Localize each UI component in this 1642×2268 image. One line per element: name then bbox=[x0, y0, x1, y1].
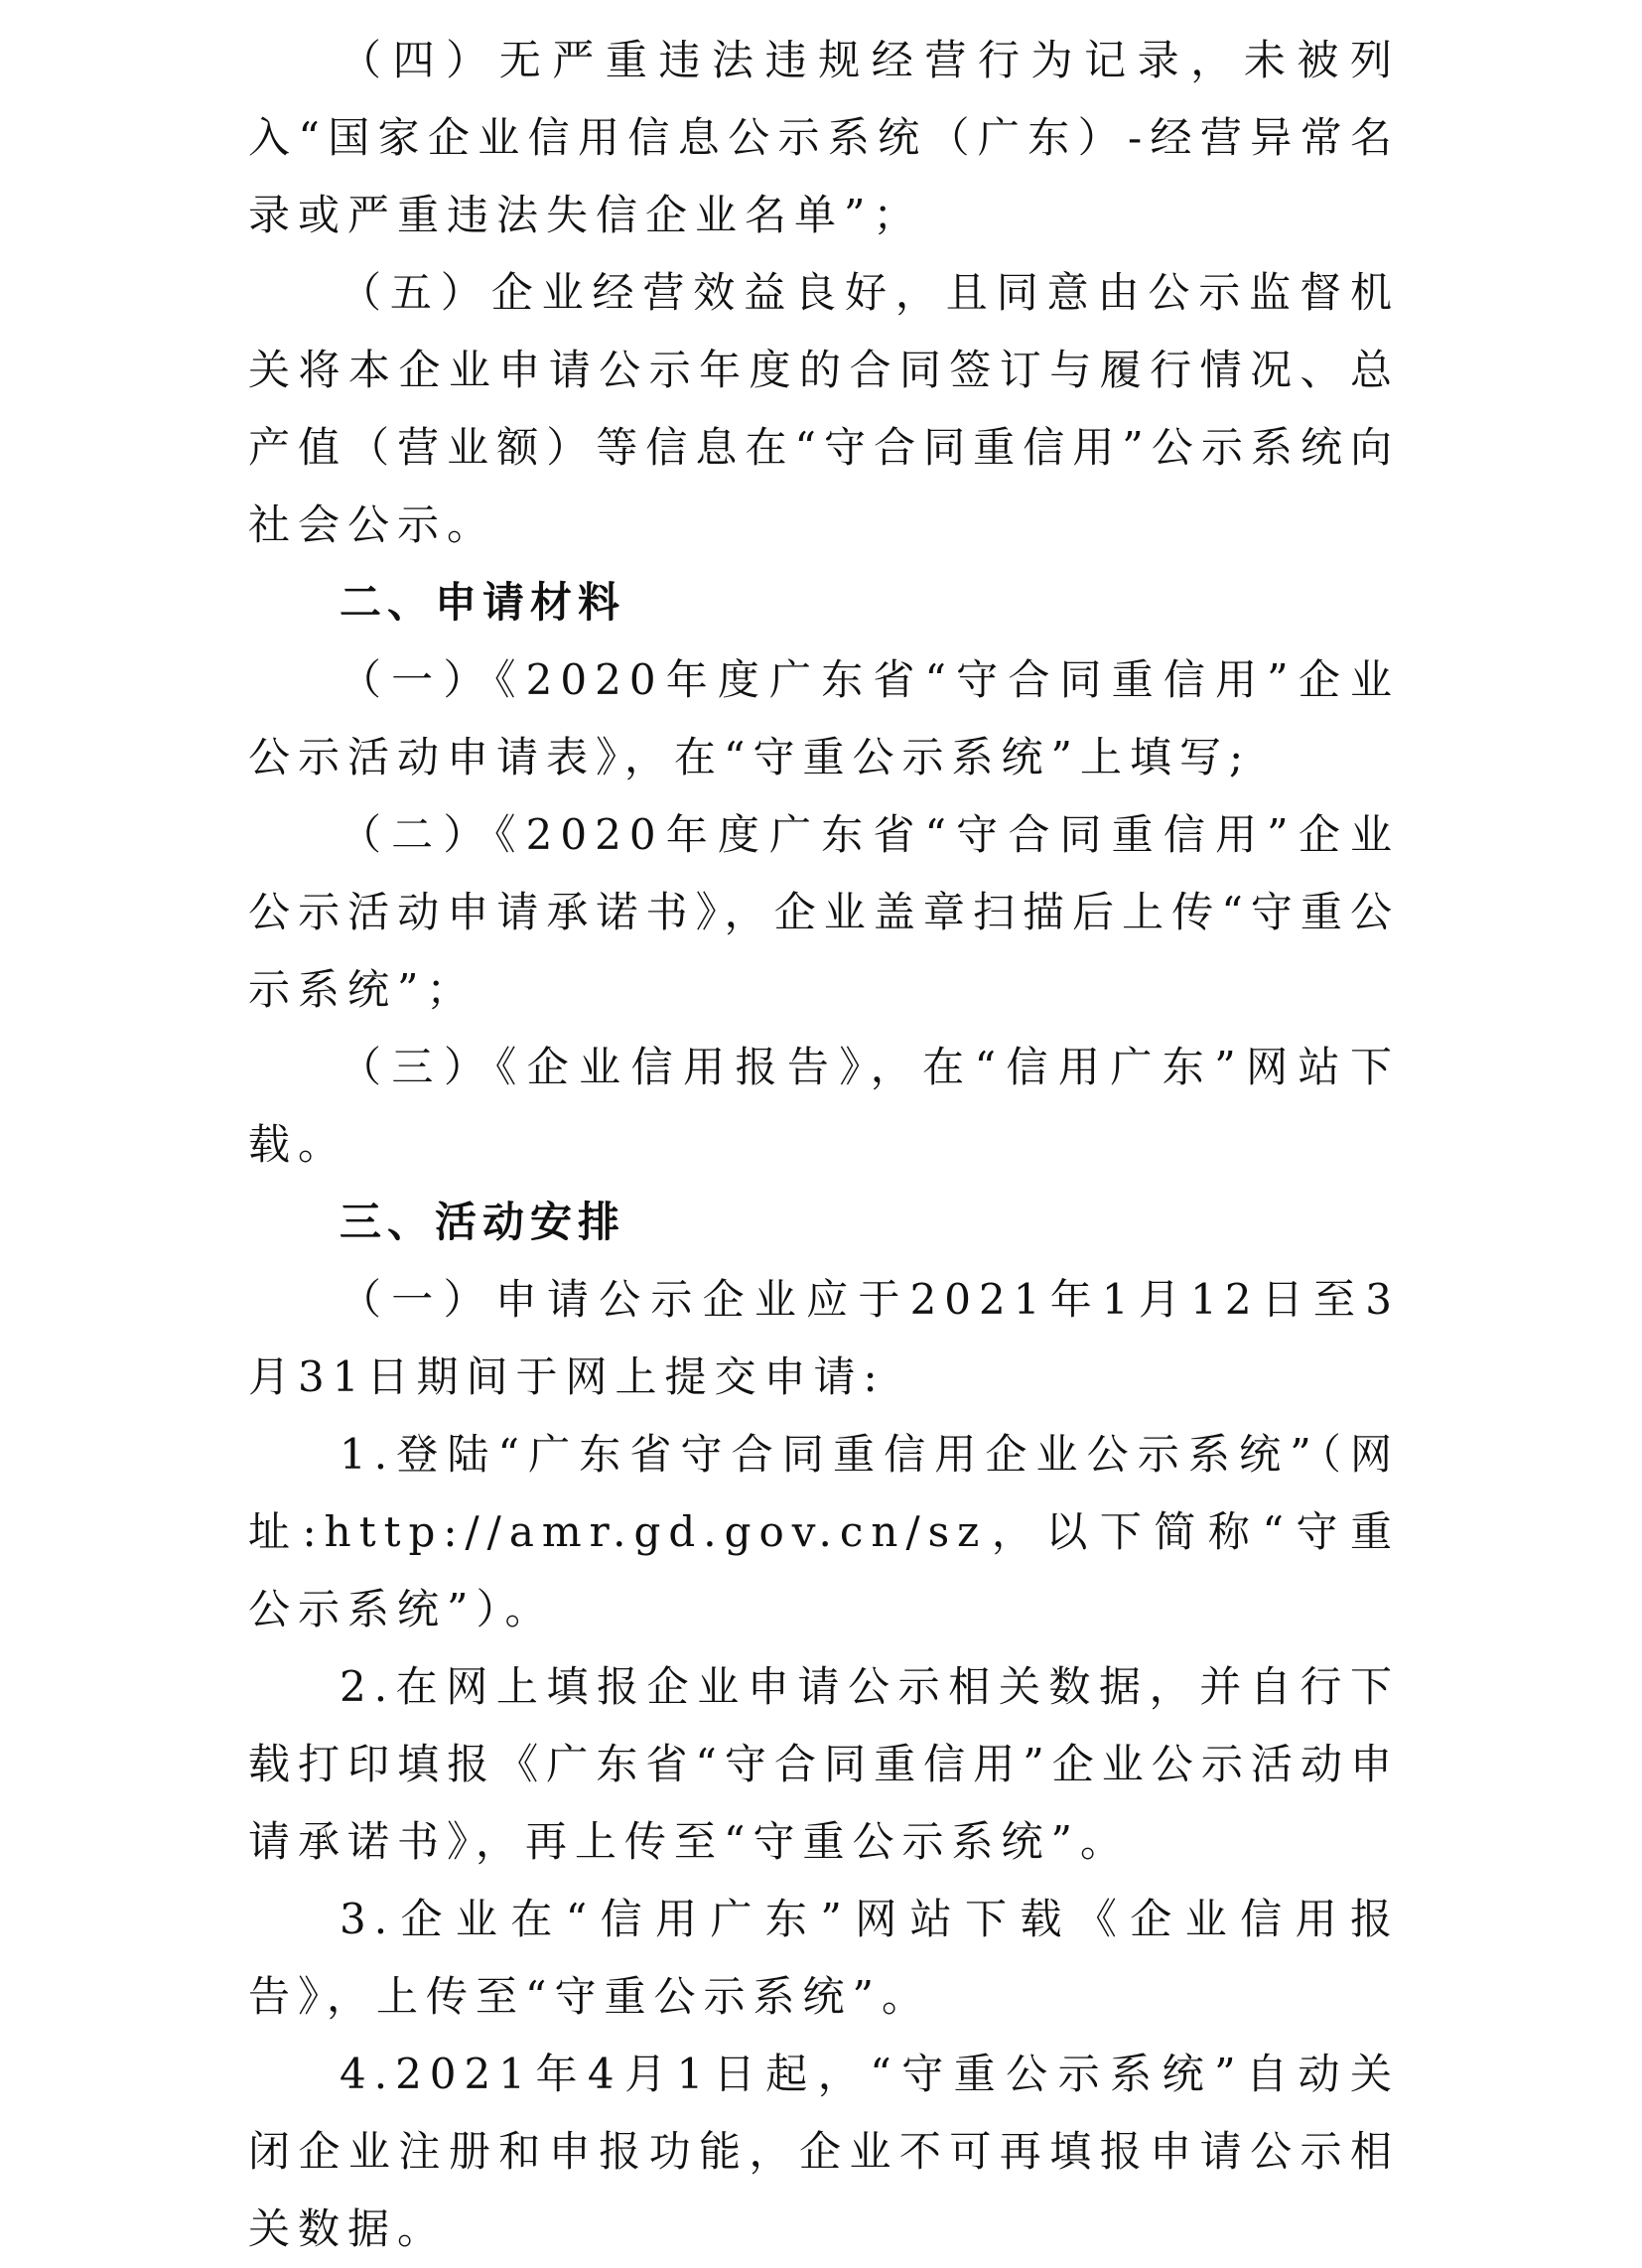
arrangement-item-1: （一）申请公示企业应于2021年1月12日至3月31日期间于网上提交申请: bbox=[248, 1275, 1400, 1401]
section-heading-activity-arrangement: 三、活动安排 bbox=[340, 1198, 626, 1246]
material-item-2: （二）《2020年度广东省“守合同重信用”企业公示活动申请承诺书》，企业盖章扫描后上传“守重公示系统”； bbox=[248, 810, 1400, 1014]
step-4-system-close: 4.2021年4月1日起，“守重公示系统”自动关闭企业注册和申报功能，企业不可再填报申请公示相关数据。 bbox=[248, 2050, 1400, 2253]
material-item-1: （一）《2020年度广东省“守合同重信用”企业公示活动申请表》，在“守重公示系统”上填写; bbox=[248, 655, 1400, 781]
step-3-credit-report: 3.企业在“信用广东”网站下载《企业信用报告》，上传至“守重公示系统”。 bbox=[248, 1895, 1400, 2021]
section-heading-application-materials: 二、申请材料 bbox=[340, 578, 626, 627]
step-1-login: 1.登陆“广东省守合同重信用企业公示系统”（网址:http://amr.gd.gov.cn/sz，以下简称“守重公示系统”）。 bbox=[248, 1430, 1400, 1633]
material-item-3: （三）《企业信用报告》，在“信用广东”网站下载。 bbox=[248, 1043, 1400, 1169]
step-2-fill-data: 2.在网上填报企业申请公示相关数据，并自行下载打印填报《广东省“守合同重信用”企业公示活动申请承诺书》，再上传至“守重公示系统”。 bbox=[248, 1662, 1400, 1866]
paragraph-item-4: （四）无严重违法违规经营行为记录，未被列入“国家企业信用信息公示系统（广东）-经营异常名录或严重违法失信企业名单”； bbox=[248, 36, 1400, 239]
document-page bbox=[248, 22, 1400, 2268]
paragraph-item-5: （五）企业经营效益良好，且同意由公示监督机关将本企业申请公示年度的合同签订与履行情况、总产值（营业额）等信息在“守合同重信用”公示系统向社会公示。 bbox=[248, 268, 1400, 549]
